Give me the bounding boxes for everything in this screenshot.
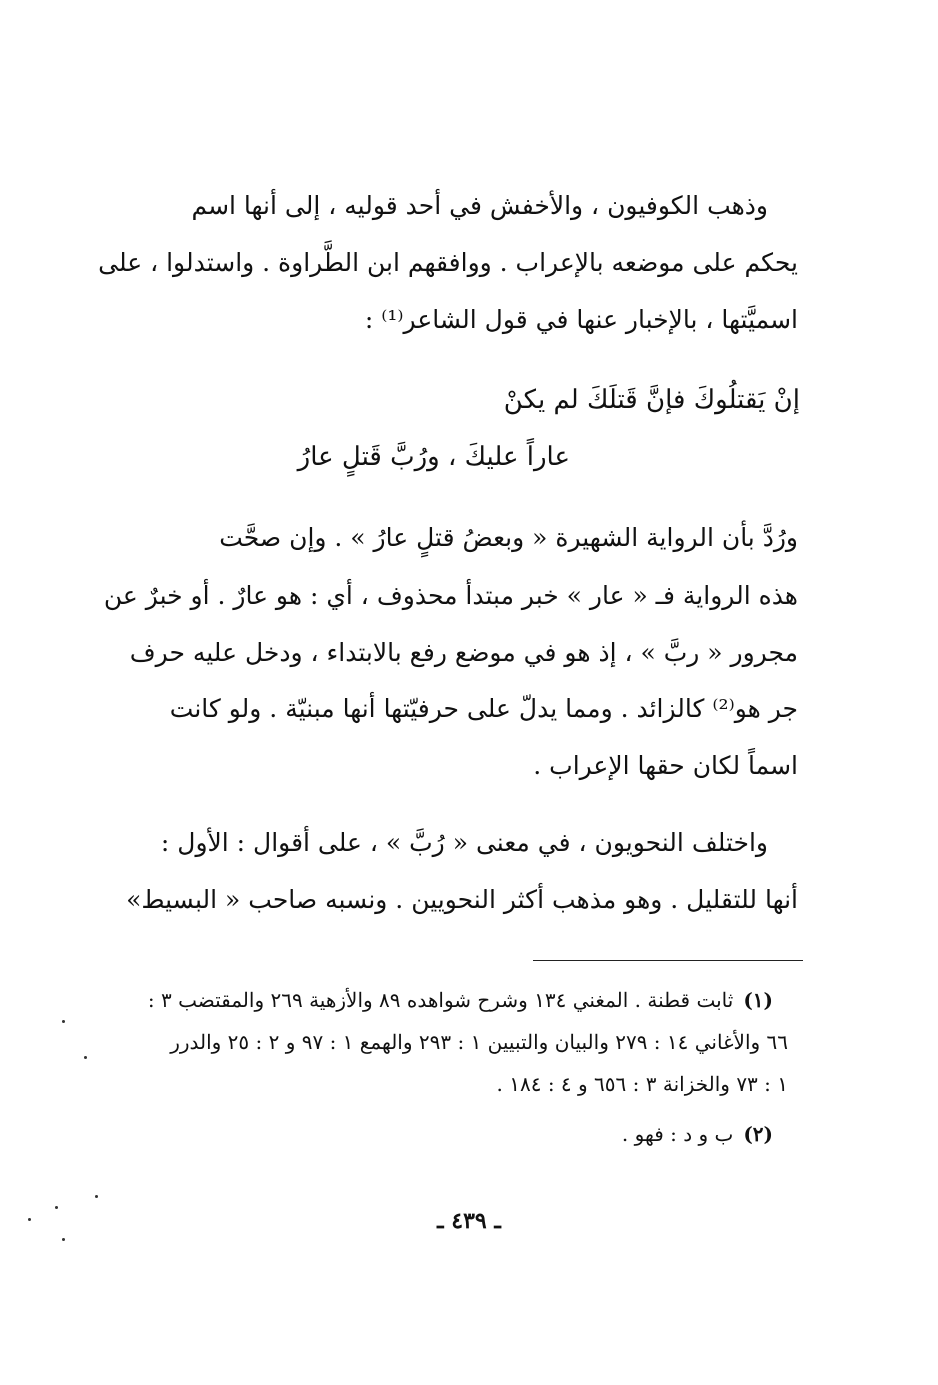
paragraph1-line3: اسميَّتها ، بالإخبار عنها في قول الشاعر⁽¹⁾ : [364,305,798,334]
paragraph1-line1: وذهب الكوفيون ، والأخفش في أحد قوليه ، إلى أنها اسم [191,191,768,220]
paragraph2-line5: اسماً لكان حقها الإعراب . [533,751,798,780]
footnote-2-marker: (٢) [743,1122,773,1146]
footnote-2-text-1: ب و د : فهو . [621,1122,734,1146]
footnote-2-line1 [133,1118,773,1150]
scan-speck [62,1238,65,1241]
paragraph3-line2: أنها للتقليل . وهو مذهب أكثر النحويين . ونسبه صاحب « البسيط» [126,885,798,914]
scan-speck [28,1218,31,1221]
footnote-1-line2: ٦٦ والأغاني ١٤ : ٢٧٩ والبيان والتبيين ١ : ٢٩٣ والهمع ١ : ٩٧ و ٢ : ٢٥ والدرر [170,1030,788,1054]
footnote-divider [533,960,803,961]
scan-speck [95,1195,98,1198]
paragraph2-line4: جر هو⁽²⁾ كالزائد . ومما يدلّ على حرفيّتها أنها مبنيّة . ولو كانت [169,694,798,723]
verse-hemistich-2: عاراً عليكَ ، ورُبَّ قَتلٍ عارُ [297,442,570,472]
footnote-1-line1 [133,984,773,1016]
scan-speck [84,1056,87,1059]
footnote-1-line3: ١ : ٧٣ والخزانة ٣ : ٦٥٦ و ٤ : ١٨٤ . [496,1072,788,1096]
scan-speck [62,1020,65,1023]
paragraph1-line2: يحكم على موضعه بالإعراب . ووافقهم ابن الطَّراوة . واستدلوا ، على [98,248,798,277]
verse-hemistich-1: إنْ يَقتلُوكَ فإنَّ قَتلَكَ لم يكنْ [503,385,800,415]
scan-speck [55,1206,58,1209]
paragraph2-line3: مجرور « ربَّ » ، إذ هو في موضع رفع بالابتداء ، ودخل عليه حرف [129,638,798,667]
paragraph2-line2: هذه الرواية فـ « عار » خبر مبتدأ محذوف ، أي : هو عارٌ . أو خبرٌ عن [103,581,798,610]
footnote-1-text-1: ثابت قطنة . المغني ١٣٤ وشرح شواهده ٨٩ والأزهية ٢٦٩ والمقتضب ٣ : [147,988,734,1012]
paragraph2-line1: ورُدَّ بأن الرواية الشهيرة « وبعضُ قتلٍ عارُ » . وإن صحَّت [219,523,798,552]
footnote-1-marker: (١) [743,988,773,1012]
paragraph3-line1: واختلف النحويون ، في معنى « رُبَّ » ، على أقوال : الأول : [160,828,768,857]
page-number: ـ ٤٣٩ ـ [437,1208,501,1234]
